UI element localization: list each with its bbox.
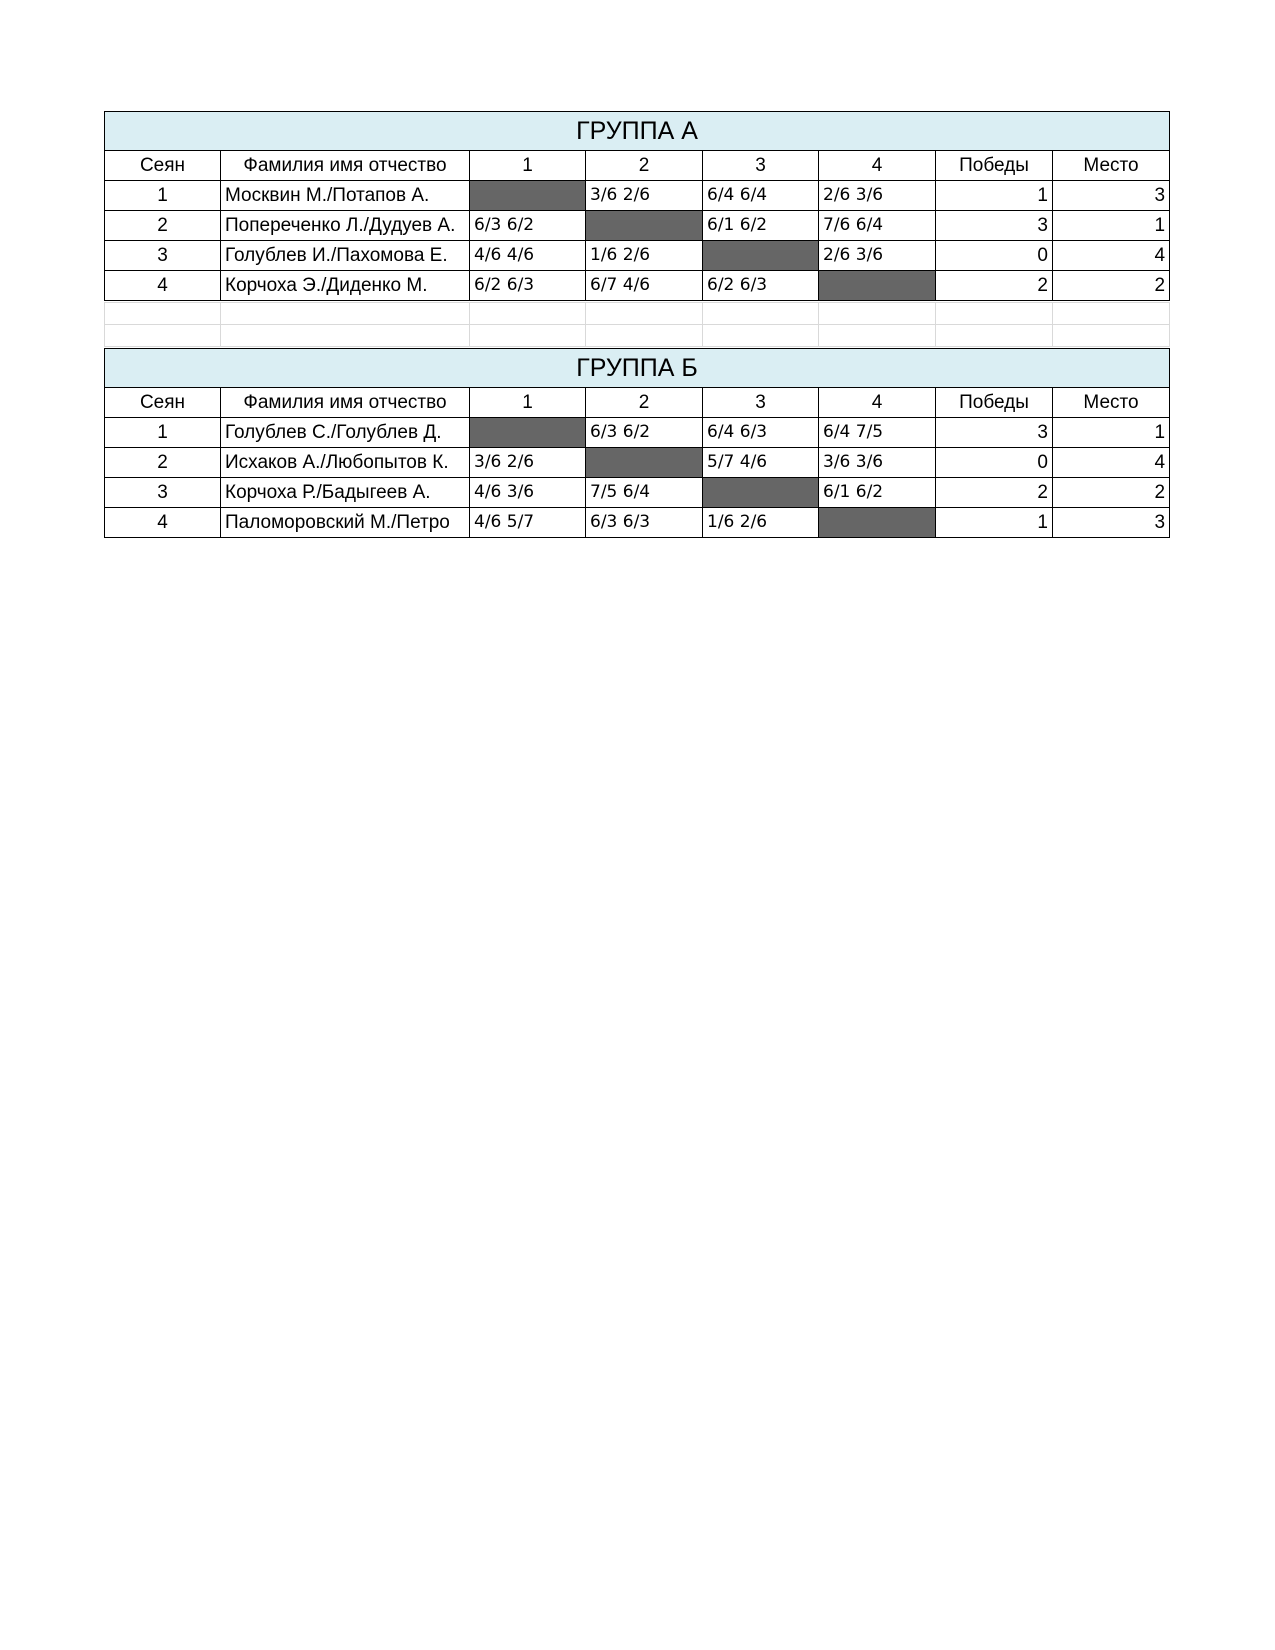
wins-cell: 0 bbox=[936, 448, 1053, 478]
score-cell: 3/6 3/6 bbox=[819, 448, 936, 478]
player-name-cell: Попереченко Л./Дудуев А. bbox=[221, 211, 470, 241]
header-opponent-4: 4 bbox=[819, 388, 936, 418]
wins-cell: 2 bbox=[936, 271, 1053, 301]
place-cell: 1 bbox=[1053, 211, 1170, 241]
score-cell: 6/4 6/4 bbox=[703, 181, 819, 211]
seed-cell: 3 bbox=[105, 241, 221, 271]
header-opponent-3: 3 bbox=[703, 388, 819, 418]
player-name-cell: Корчоха Р./Бадыгеев А. bbox=[221, 478, 470, 508]
score-cell: 6/3 6/2 bbox=[586, 418, 703, 448]
player-name-cell: Голублев И./Пахомова Е. bbox=[221, 241, 470, 271]
place-cell: 2 bbox=[1053, 271, 1170, 301]
header-seed: Сеян bbox=[105, 388, 221, 418]
group-title: ГРУППА Б bbox=[105, 349, 1170, 388]
header-opponent-2: 2 bbox=[586, 151, 703, 181]
player-name-cell: Голублев С./Голублев Д. bbox=[221, 418, 470, 448]
header-name: Фамилия имя отчество bbox=[221, 151, 470, 181]
score-cell: 6/4 7/5 bbox=[819, 418, 936, 448]
score-cell: 4/6 3/6 bbox=[470, 478, 586, 508]
header-opponent-4: 4 bbox=[819, 151, 936, 181]
self-match-cell bbox=[819, 271, 936, 301]
self-match-cell bbox=[470, 181, 586, 211]
seed-cell: 2 bbox=[105, 448, 221, 478]
table-row bbox=[105, 211, 1170, 241]
place-cell: 2 bbox=[1053, 478, 1170, 508]
score-cell: 5/7 4/6 bbox=[703, 448, 819, 478]
table-row bbox=[105, 181, 1170, 211]
group-a-table bbox=[104, 111, 1170, 301]
seed-cell: 4 bbox=[105, 271, 221, 301]
header-row bbox=[105, 151, 1170, 181]
header-seed: Сеян bbox=[105, 151, 221, 181]
score-cell: 2/6 3/6 bbox=[819, 181, 936, 211]
score-cell: 6/2 6/3 bbox=[703, 271, 819, 301]
wins-cell: 0 bbox=[936, 241, 1053, 271]
score-cell: 6/7 4/6 bbox=[586, 271, 703, 301]
self-match-cell bbox=[470, 418, 586, 448]
header-opponent-2: 2 bbox=[586, 388, 703, 418]
seed-cell: 3 bbox=[105, 478, 221, 508]
header-place: Место bbox=[1053, 388, 1170, 418]
player-name-cell: Москвин М./Потапов А. bbox=[221, 181, 470, 211]
score-cell: 6/2 6/3 bbox=[470, 271, 586, 301]
header-opponent-3: 3 bbox=[703, 151, 819, 181]
table-row bbox=[105, 508, 1170, 538]
self-match-cell bbox=[586, 448, 703, 478]
table-row bbox=[105, 241, 1170, 271]
wins-cell: 2 bbox=[936, 478, 1053, 508]
header-name: Фамилия имя отчество bbox=[221, 388, 470, 418]
player-name-cell: Исхаков А./Любопытов К. bbox=[221, 448, 470, 478]
self-match-cell bbox=[586, 211, 703, 241]
player-name-cell: Паломоровский М./Петро bbox=[221, 508, 470, 538]
group-b-table bbox=[104, 348, 1170, 538]
table-row bbox=[105, 271, 1170, 301]
place-cell: 1 bbox=[1053, 418, 1170, 448]
score-cell: 7/5 6/4 bbox=[586, 478, 703, 508]
place-cell: 4 bbox=[1053, 448, 1170, 478]
seed-cell: 2 bbox=[105, 211, 221, 241]
score-cell: 4/6 5/7 bbox=[470, 508, 586, 538]
score-cell: 2/6 3/6 bbox=[819, 241, 936, 271]
header-wins: Победы bbox=[936, 388, 1053, 418]
header-opponent-1: 1 bbox=[470, 151, 586, 181]
table-row bbox=[105, 448, 1170, 478]
score-cell: 3/6 2/6 bbox=[586, 181, 703, 211]
score-cell: 6/4 6/3 bbox=[703, 418, 819, 448]
score-cell: 6/3 6/2 bbox=[470, 211, 586, 241]
place-cell: 3 bbox=[1053, 181, 1170, 211]
table-row bbox=[105, 418, 1170, 448]
self-match-cell bbox=[703, 478, 819, 508]
score-cell: 6/1 6/2 bbox=[819, 478, 936, 508]
player-name-cell: Корчоха Э./Диденко М. bbox=[221, 271, 470, 301]
header-wins: Победы bbox=[936, 151, 1053, 181]
score-cell: 7/6 6/4 bbox=[819, 211, 936, 241]
place-cell: 3 bbox=[1053, 508, 1170, 538]
score-cell: 1/6 2/6 bbox=[703, 508, 819, 538]
empty-spacer-rows bbox=[104, 302, 1170, 347]
score-cell: 1/6 2/6 bbox=[586, 241, 703, 271]
score-cell: 6/1 6/2 bbox=[703, 211, 819, 241]
header-row bbox=[105, 388, 1170, 418]
wins-cell: 1 bbox=[936, 508, 1053, 538]
wins-cell: 3 bbox=[936, 418, 1053, 448]
seed-cell: 4 bbox=[105, 508, 221, 538]
wins-cell: 3 bbox=[936, 211, 1053, 241]
header-opponent-1: 1 bbox=[470, 388, 586, 418]
seed-cell: 1 bbox=[105, 181, 221, 211]
self-match-cell bbox=[703, 241, 819, 271]
header-place: Место bbox=[1053, 151, 1170, 181]
score-cell: 3/6 2/6 bbox=[470, 448, 586, 478]
seed-cell: 1 bbox=[105, 418, 221, 448]
place-cell: 4 bbox=[1053, 241, 1170, 271]
group-title: ГРУППА А bbox=[105, 112, 1170, 151]
wins-cell: 1 bbox=[936, 181, 1053, 211]
score-cell: 6/3 6/3 bbox=[586, 508, 703, 538]
score-cell: 4/6 4/6 bbox=[470, 241, 586, 271]
self-match-cell bbox=[819, 508, 936, 538]
table-row bbox=[105, 478, 1170, 508]
